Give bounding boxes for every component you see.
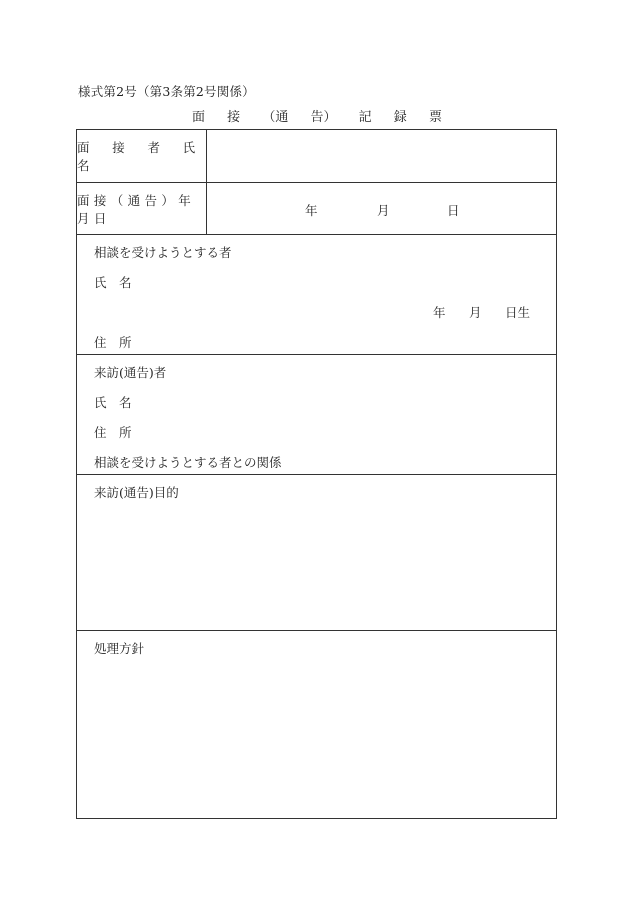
form-reference: 様式第2号（第3条第2号関係） (78, 84, 255, 99)
consultee-heading: 相談を受けようとする者 (94, 245, 232, 260)
birth-month-label: 月 (469, 305, 482, 320)
interview-date-row (77, 183, 556, 235)
month-label: 月 (377, 203, 390, 218)
birth-year-label: 年 (433, 305, 446, 320)
title-char: 録 (393, 110, 407, 125)
form-title (192, 106, 442, 125)
record-form (76, 129, 557, 819)
policy-heading: 処理方針 (94, 641, 145, 656)
visitor-heading: 来訪(通告)者 (94, 365, 167, 380)
purpose-heading: 来訪(通告)目的 (94, 485, 179, 500)
visitor-section[interactable] (77, 355, 556, 475)
consultee-section[interactable] (77, 235, 556, 355)
birth-day-label: 日生 (505, 305, 531, 320)
purpose-section[interactable] (77, 475, 556, 631)
consultee-name-label: 氏 名 (94, 275, 132, 290)
title-char: 票 (428, 110, 442, 125)
title-char: 告） (310, 110, 337, 125)
interview-date-value-field[interactable] (207, 183, 556, 234)
title-char: （通 (262, 110, 289, 125)
interviewer-row (77, 130, 556, 183)
interview-date-label (77, 183, 207, 234)
interviewer-label-text: 面 接 者 氏 名 (77, 140, 205, 173)
visitor-relation-label: 相談を受けようとする者との関係 (94, 455, 282, 470)
title-char: 接 (227, 110, 241, 125)
interviewer-label (77, 130, 207, 182)
visitor-address-label: 住 所 (94, 425, 132, 440)
consultee-address-label: 住 所 (94, 335, 132, 350)
title-char: 面 (192, 110, 206, 125)
interview-date-label-text: 面接（通告）年月日 (77, 192, 196, 226)
title-char: 記 (358, 110, 372, 125)
year-label: 年 (305, 203, 318, 218)
interviewer-value-field[interactable] (207, 130, 556, 182)
day-label: 日 (447, 203, 460, 218)
policy-section[interactable] (77, 631, 556, 818)
visitor-name-label: 氏 名 (94, 395, 132, 410)
